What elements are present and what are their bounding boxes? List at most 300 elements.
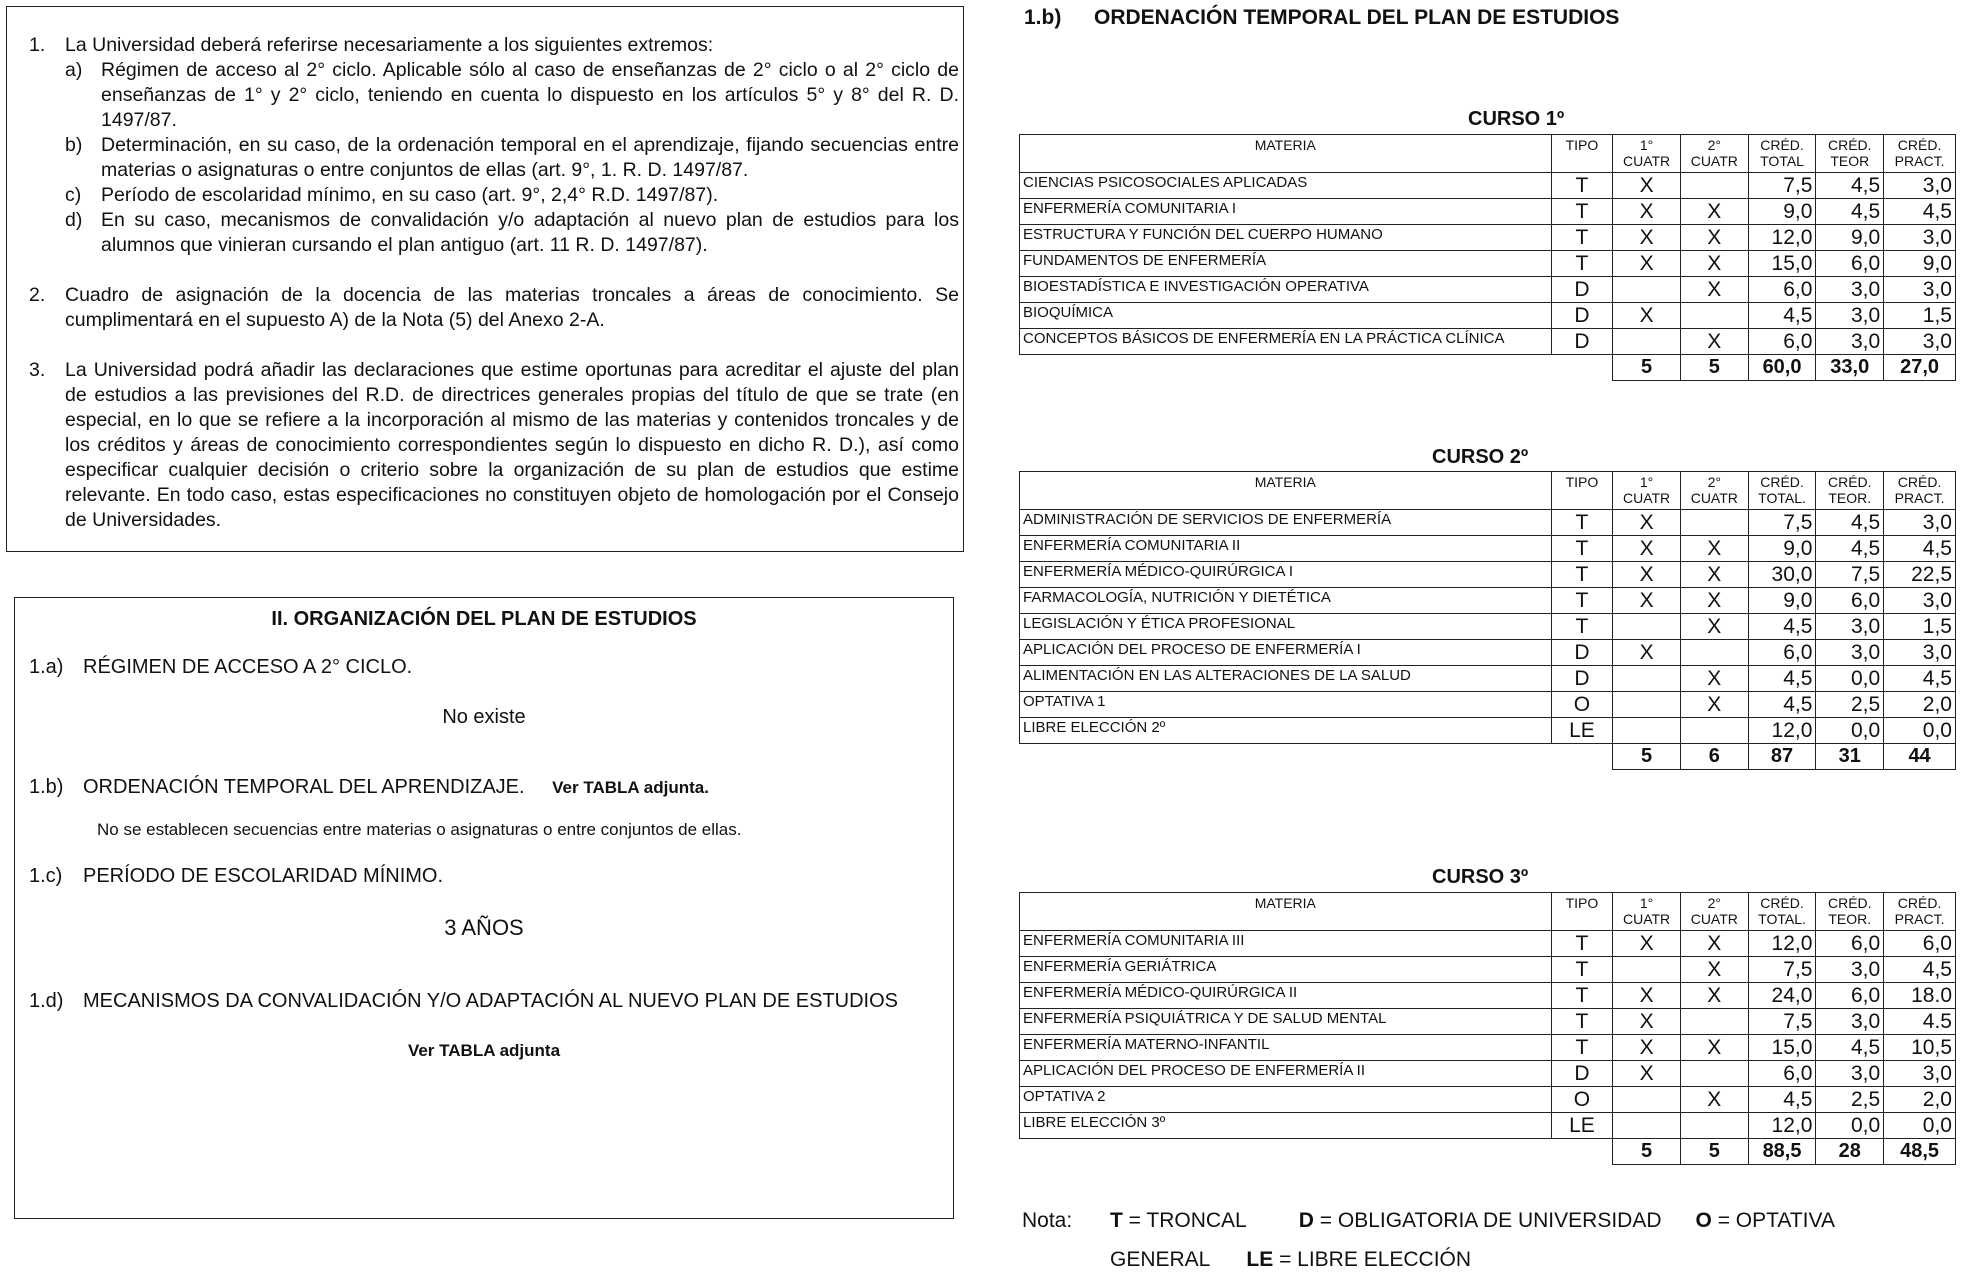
total-cell: 5 (1613, 1139, 1681, 1165)
total-cell: 60,0 (1748, 355, 1816, 381)
value-cell: 6,0 (1884, 931, 1956, 957)
total-cell: 31 (1816, 744, 1884, 770)
value-cell: 3,0 (1816, 614, 1884, 640)
subitem-text: Régimen de acceso al 2° ciclo. Aplicable sólo al caso de enseñanzas de 2° ciclo o al 2° ciclo de enseñanzas de 1° y 2° ciclo, teniendo en cuenta lo dispuesto en los artículos 5° y 8° del R. D. 1497/87. (101, 59, 959, 131)
value-cell: X (1680, 588, 1748, 614)
value-cell: X (1613, 588, 1681, 614)
table-row (1020, 536, 1956, 562)
total-cell: 27,0 (1884, 355, 1956, 381)
materia-cell: ADMINISTRACIÓN DE SERVICIOS DE ENFERMERÍA (1020, 510, 1552, 536)
legend-key: T (1110, 1209, 1123, 1232)
subitem-letter: c) (65, 184, 82, 206)
value-cell: X (1680, 277, 1748, 303)
table-row (1020, 173, 1956, 199)
table-row (1020, 510, 1956, 536)
value-cell: T (1551, 1009, 1613, 1035)
value-cell: 3,0 (1884, 510, 1956, 536)
organizacion-title: II. ORGANIZACIÓN DEL PLAN DE ESTUDIOS (271, 608, 697, 630)
value-cell: X (1613, 562, 1681, 588)
subitem-text: Período de escolaridad mínimo, en su caso (art. 9°, 2,4° R.D. 1497/87). (101, 184, 719, 206)
nota-line-1 (1022, 1209, 1835, 1233)
value-cell: 4,5 (1748, 666, 1816, 692)
column-header: CRÉD. PRACT. (1884, 472, 1956, 510)
value-cell: X (1613, 931, 1681, 957)
legend-value: = LIBRE ELECCIÓN (1279, 1248, 1472, 1271)
legend-key: D (1298, 1209, 1314, 1232)
value-cell: 2,0 (1884, 692, 1956, 718)
value-cell: 3,0 (1816, 1009, 1884, 1035)
value-cell: 3,0 (1884, 1061, 1956, 1087)
value-cell: 4,5 (1748, 614, 1816, 640)
value-cell (1613, 1087, 1681, 1113)
materia-cell: LEGISLACIÓN Y ÉTICA PROFESIONAL (1020, 614, 1552, 640)
value-cell: O (1551, 1087, 1613, 1113)
section-1a (29, 656, 412, 679)
curso-2-title: CURSO 2º (1432, 446, 1529, 468)
value-cell: D (1551, 666, 1613, 692)
value-cell (1680, 173, 1748, 199)
table-reference: Ver TABLA adjunta. (552, 778, 709, 797)
value-cell: X (1613, 199, 1681, 225)
value-cell: X (1613, 1061, 1681, 1087)
value-cell: 12,0 (1748, 225, 1816, 251)
organizacion-box (14, 597, 954, 1219)
value-cell: D (1551, 640, 1613, 666)
value-cell: 4,5 (1816, 510, 1884, 536)
total-cell: 28 (1816, 1139, 1884, 1165)
value-cell: LE (1551, 718, 1613, 744)
value-cell: X (1680, 225, 1748, 251)
instruction-item (29, 283, 959, 333)
table-row (1020, 1087, 1956, 1113)
materia-cell: ENFERMERÍA COMUNITARIA I (1020, 199, 1552, 225)
column-header: CRÉD. PRACT. (1884, 893, 1956, 931)
value-cell: T (1551, 588, 1613, 614)
instruction-number: 3. (29, 359, 46, 381)
table-row (1020, 931, 1956, 957)
table-row (1020, 614, 1956, 640)
curso-3-table (1019, 892, 1956, 1165)
curso-1-table (1019, 134, 1956, 381)
value-cell (1680, 640, 1748, 666)
value-cell: X (1680, 199, 1748, 225)
value-cell: 9,0 (1816, 225, 1884, 251)
value-cell: D (1551, 277, 1613, 303)
section-1c-value: 3 AÑOS (444, 915, 524, 940)
materia-cell: BIOESTADÍSTICA E INVESTIGACIÓN OPERATIVA (1020, 277, 1552, 303)
value-cell: 4,5 (1748, 692, 1816, 718)
value-cell: T (1551, 983, 1613, 1009)
table-row (1020, 666, 1956, 692)
column-header: MATERIA (1020, 472, 1552, 510)
value-cell: 9,0 (1884, 251, 1956, 277)
value-cell: 7,5 (1748, 173, 1816, 199)
value-cell: X (1680, 692, 1748, 718)
plan-title (1024, 6, 1619, 30)
value-cell: X (1613, 173, 1681, 199)
materia-cell: BIOQUÍMICA (1020, 303, 1552, 329)
value-cell: 3,0 (1816, 277, 1884, 303)
value-cell: 6,0 (1748, 277, 1816, 303)
value-cell: 24,0 (1748, 983, 1816, 1009)
value-cell: X (1613, 983, 1681, 1009)
materia-cell: LIBRE ELECCIÓN 2º (1020, 718, 1552, 744)
value-cell: O (1551, 692, 1613, 718)
value-cell (1613, 718, 1681, 744)
table-row (1020, 251, 1956, 277)
value-cell: X (1613, 303, 1681, 329)
value-cell: 9,0 (1748, 199, 1816, 225)
value-cell (1680, 1009, 1748, 1035)
value-cell: X (1680, 1035, 1748, 1061)
total-cell: 5 (1680, 1139, 1748, 1165)
table-row (1020, 640, 1956, 666)
value-cell: 0,0 (1816, 666, 1884, 692)
value-cell: X (1613, 640, 1681, 666)
section-text: ORDENACIÓN TEMPORAL DEL APRENDIZAJE. (83, 776, 525, 798)
value-cell (1680, 1113, 1748, 1139)
subitem-letter: d) (65, 209, 83, 231)
curso-1-title: CURSO 1º (1468, 108, 1565, 130)
value-cell: 6,0 (1748, 640, 1816, 666)
column-header: 2° CUATR (1680, 893, 1748, 931)
table-row (1020, 1009, 1956, 1035)
value-cell: X (1680, 562, 1748, 588)
total-cell: 5 (1613, 744, 1681, 770)
table-row (1020, 983, 1956, 1009)
materia-cell: FARMACOLOGÍA, NUTRICIÓN Y DIETÉTICA (1020, 588, 1552, 614)
value-cell (1613, 1113, 1681, 1139)
subitem-letter: a) (65, 59, 83, 81)
value-cell: 4,5 (1884, 536, 1956, 562)
value-cell (1613, 957, 1681, 983)
value-cell (1680, 718, 1748, 744)
legend-value: = OPTATIVA (1717, 1209, 1835, 1232)
totals-row (1020, 1139, 1956, 1165)
column-header: CRÉD. TOTAL (1748, 135, 1816, 173)
value-cell: T (1551, 1035, 1613, 1061)
value-cell: 6,0 (1816, 588, 1884, 614)
value-cell: X (1680, 983, 1748, 1009)
blank-cell (1551, 355, 1613, 381)
total-cell: 5 (1613, 355, 1681, 381)
total-cell: 33,0 (1816, 355, 1884, 381)
section-1a-value: No existe (442, 706, 526, 728)
total-cell: 87 (1748, 744, 1816, 770)
value-cell: T (1551, 562, 1613, 588)
value-cell: 3,0 (1816, 329, 1884, 355)
value-cell: 9,0 (1748, 588, 1816, 614)
column-header: MATERIA (1020, 135, 1552, 173)
table-row (1020, 718, 1956, 744)
column-header: CRÉD. TEOR. (1816, 472, 1884, 510)
table-header-row (1020, 893, 1956, 931)
value-cell: X (1613, 510, 1681, 536)
materia-cell: APLICACIÓN DEL PROCESO DE ENFERMERÍA I (1020, 640, 1552, 666)
value-cell: X (1680, 931, 1748, 957)
value-cell: 12,0 (1748, 718, 1816, 744)
subitem-text: Determinación, en su caso, de la ordenación temporal en el aprendizaje, fijando secuencias entre materias o asignaturas o entre conjuntos de ellas (art. 9°, 1. R. D. 1497/87. (101, 134, 959, 181)
value-cell: 4,5 (1816, 199, 1884, 225)
total-cell: 88,5 (1748, 1139, 1816, 1165)
value-cell: X (1680, 536, 1748, 562)
value-cell: 7,5 (1748, 1009, 1816, 1035)
value-cell: X (1680, 329, 1748, 355)
totals-row (1020, 744, 1956, 770)
value-cell: 4,5 (1748, 303, 1816, 329)
materia-cell: ENFERMERÍA MÉDICO-QUIRÚRGICA I (1020, 562, 1552, 588)
materia-cell: ENFERMERÍA GERIÁTRICA (1020, 957, 1552, 983)
value-cell (1613, 666, 1681, 692)
table-row (1020, 329, 1956, 355)
column-header: TIPO (1551, 472, 1613, 510)
instruction-item (29, 33, 959, 258)
plan-title-text: ORDENACIÓN TEMPORAL DEL PLAN DE ESTUDIOS (1094, 6, 1620, 29)
legend-value: = TRONCAL (1128, 1209, 1247, 1232)
total-cell: 48,5 (1884, 1139, 1956, 1165)
column-header: CRÉD. PRACT. (1884, 135, 1956, 173)
value-cell: T (1551, 199, 1613, 225)
value-cell: 3,0 (1816, 957, 1884, 983)
value-cell: 0,0 (1884, 1113, 1956, 1139)
plan-title-number: 1.b) (1024, 6, 1062, 29)
value-cell: 2,0 (1884, 1087, 1956, 1113)
table-row (1020, 1035, 1956, 1061)
section-1d (29, 990, 898, 1013)
value-cell: 7,5 (1748, 510, 1816, 536)
instruction-text: La Universidad deberá referirse necesariamente a los siguientes extremos: (65, 34, 714, 56)
value-cell: X (1680, 1087, 1748, 1113)
blank-cell (1551, 1139, 1613, 1165)
curso-2-table (1019, 471, 1956, 770)
value-cell: 3,0 (1884, 329, 1956, 355)
instruction-number: 2. (29, 284, 46, 306)
value-cell: 3,0 (1816, 1061, 1884, 1087)
value-cell: 30,0 (1748, 562, 1816, 588)
table-row (1020, 303, 1956, 329)
value-cell: 0,0 (1816, 718, 1884, 744)
value-cell: 22,5 (1884, 562, 1956, 588)
subitem-letter: b) (65, 134, 83, 156)
value-cell: 18.0 (1884, 983, 1956, 1009)
value-cell: 2,5 (1816, 692, 1884, 718)
value-cell: 15,0 (1748, 251, 1816, 277)
section-text: RÉGIMEN DE ACCESO A 2° CICLO. (83, 656, 413, 678)
value-cell: D (1551, 329, 1613, 355)
table-row (1020, 1113, 1956, 1139)
value-cell: T (1551, 510, 1613, 536)
value-cell: X (1680, 614, 1748, 640)
section-1d-reference: Ver TABLA adjunta (407, 1041, 561, 1060)
materia-cell: CONCEPTOS BÁSICOS DE ENFERMERÍA EN LA PRÁCTICA CLÍNICA (1020, 329, 1552, 355)
materia-cell: LIBRE ELECCIÓN 3º (1020, 1113, 1552, 1139)
value-cell: 4,5 (1884, 666, 1956, 692)
value-cell: 4,5 (1816, 536, 1884, 562)
value-cell (1680, 1061, 1748, 1087)
instruction-subitem (65, 183, 959, 208)
column-header: 2° CUATR (1680, 472, 1748, 510)
table-header-row (1020, 472, 1956, 510)
instruction-sublist (65, 58, 959, 258)
nota-line-2 (1110, 1248, 1471, 1272)
section-label: 1.a) (29, 656, 64, 678)
value-cell: T (1551, 251, 1613, 277)
instruction-number: 1. (29, 34, 46, 56)
column-header: 2° CUATR (1680, 135, 1748, 173)
value-cell (1613, 329, 1681, 355)
value-cell: D (1551, 303, 1613, 329)
section-text: MECANISMOS DA CONVALIDACIÓN Y/O ADAPTACIÓN AL NUEVO PLAN DE ESTUDIOS (83, 990, 898, 1012)
table-row (1020, 277, 1956, 303)
value-cell: X (1680, 957, 1748, 983)
value-cell: 6,0 (1816, 931, 1884, 957)
value-cell: 3,0 (1884, 173, 1956, 199)
instruction-subitem (65, 133, 959, 183)
value-cell (1613, 614, 1681, 640)
materia-cell: ALIMENTACIÓN EN LAS ALTERACIONES DE LA SALUD (1020, 666, 1552, 692)
value-cell: 4,5 (1748, 1087, 1816, 1113)
value-cell: 3,0 (1884, 588, 1956, 614)
instruction-text: Cuadro de asignación de la docencia de las materias troncales a áreas de conocimiento. Se cumplimentará en el supuesto A) de la Nota (5) del Anexo 2-A. (65, 284, 959, 331)
legend-value: GENERAL (1110, 1248, 1211, 1271)
blank-cell (1551, 744, 1613, 770)
value-cell: X (1613, 536, 1681, 562)
value-cell: 3,0 (1884, 277, 1956, 303)
value-cell: T (1551, 957, 1613, 983)
section-1c (29, 865, 443, 888)
value-cell: 12,0 (1748, 931, 1816, 957)
section-label: 1.b) (29, 776, 64, 798)
nota-label: Nota: (1022, 1209, 1073, 1232)
blank-cell (1020, 744, 1552, 770)
instruction-subitem (65, 58, 959, 133)
value-cell: 6,0 (1748, 329, 1816, 355)
section-1b (29, 776, 709, 799)
value-cell: 7,5 (1748, 957, 1816, 983)
total-cell: 6 (1680, 744, 1748, 770)
column-header: 1° CUATR (1613, 135, 1681, 173)
value-cell: 3,0 (1884, 640, 1956, 666)
instruction-subitem (65, 208, 959, 258)
value-cell: LE (1551, 1113, 1613, 1139)
curso-3-title: CURSO 3º (1432, 866, 1529, 888)
value-cell: 7,5 (1816, 562, 1884, 588)
materia-cell: CIENCIAS PSICOSOCIALES APLICADAS (1020, 173, 1552, 199)
value-cell: 3,0 (1816, 303, 1884, 329)
materia-cell: OPTATIVA 2 (1020, 1087, 1552, 1113)
value-cell: X (1680, 251, 1748, 277)
value-cell: 4.5 (1884, 1009, 1956, 1035)
value-cell: 9,0 (1748, 536, 1816, 562)
table-row (1020, 562, 1956, 588)
instruction-item (29, 358, 959, 533)
column-header: CRÉD. TOTAL. (1748, 472, 1816, 510)
total-cell: 44 (1884, 744, 1956, 770)
value-cell (1680, 510, 1748, 536)
section-1b-note: No se establecen secuencias entre materias o asignaturas o entre conjuntos de ellas. (97, 820, 742, 839)
blank-cell (1020, 355, 1552, 381)
value-cell: 6,0 (1816, 983, 1884, 1009)
column-header: MATERIA (1020, 893, 1552, 931)
value-cell (1613, 277, 1681, 303)
section-label: 1.d) (29, 990, 64, 1012)
legend-key: LE (1246, 1248, 1274, 1271)
column-header: TIPO (1551, 893, 1613, 931)
materia-cell: OPTATIVA 1 (1020, 692, 1552, 718)
column-header: CRÉD. TEOR. (1816, 893, 1884, 931)
instructions-box (6, 6, 964, 552)
table-row (1020, 199, 1956, 225)
column-header: 1° CUATR (1613, 472, 1681, 510)
materia-cell: ENFERMERÍA COMUNITARIA III (1020, 931, 1552, 957)
value-cell: T (1551, 931, 1613, 957)
materia-cell: FUNDAMENTOS DE ENFERMERÍA (1020, 251, 1552, 277)
subitem-text: En su caso, mecanismos de convalidación y/o adaptación al nuevo plan de estudios para los alumnos que vinieran cursando el plan antiguo (art. 11 R. D. 1497/87). (101, 209, 959, 256)
value-cell: 0,0 (1884, 718, 1956, 744)
materia-cell: ENFERMERÍA MÉDICO-QUIRÚRGICA II (1020, 983, 1552, 1009)
value-cell: 3,0 (1816, 640, 1884, 666)
column-header: 1° CUATR (1613, 893, 1681, 931)
column-header: TIPO (1551, 135, 1613, 173)
value-cell: 6,0 (1816, 251, 1884, 277)
value-cell: 15,0 (1748, 1035, 1816, 1061)
value-cell: 2,5 (1816, 1087, 1884, 1113)
value-cell: 3,0 (1884, 225, 1956, 251)
value-cell: 4,5 (1884, 199, 1956, 225)
section-label: 1.c) (29, 865, 63, 887)
value-cell: 0,0 (1816, 1113, 1884, 1139)
instruction-text: La Universidad podrá añadir las declaraciones que estime oportunas para acreditar el ajuste del plan de estudios a las previsiones del R.D. de directrices generales propias del título de que se trate (en especial, en lo que se refiere a la incorporación al mismo de las materias y contenidos troncales y de los créditos y áreas de conocimiento correspondientes según lo dispuesto en dicho R. D.), así como especificar cualquier decisión o criterio sobre la organización de su plan de estudios que estime relevante. En todo caso, estas especificaciones no constituyen objeto de homologación por el Consejo de Universidades. (65, 359, 959, 531)
instructions-list (29, 33, 959, 558)
blank-cell (1020, 1139, 1552, 1165)
value-cell: 6,0 (1748, 1061, 1816, 1087)
value-cell: X (1613, 225, 1681, 251)
table-row (1020, 588, 1956, 614)
table-header-row (1020, 135, 1956, 173)
value-cell: X (1613, 1009, 1681, 1035)
value-cell: 1,5 (1884, 303, 1956, 329)
materia-cell: APLICACIÓN DEL PROCESO DE ENFERMERÍA II (1020, 1061, 1552, 1087)
materia-cell: ENFERMERÍA COMUNITARIA II (1020, 536, 1552, 562)
value-cell: 10,5 (1884, 1035, 1956, 1061)
materia-cell: ESTRUCTURA Y FUNCIÓN DEL CUERPO HUMANO (1020, 225, 1552, 251)
value-cell: 4,5 (1884, 957, 1956, 983)
value-cell: X (1680, 666, 1748, 692)
value-cell (1613, 692, 1681, 718)
value-cell: 12,0 (1748, 1113, 1816, 1139)
totals-row (1020, 355, 1956, 381)
value-cell: T (1551, 614, 1613, 640)
table-row (1020, 225, 1956, 251)
table-row (1020, 692, 1956, 718)
value-cell: T (1551, 225, 1613, 251)
value-cell: X (1613, 1035, 1681, 1061)
materia-cell: ENFERMERÍA PSIQUIÁTRICA Y DE SALUD MENTAL (1020, 1009, 1552, 1035)
value-cell: T (1551, 536, 1613, 562)
value-cell: T (1551, 173, 1613, 199)
column-header: CRÉD. TEOR (1816, 135, 1884, 173)
total-cell: 5 (1680, 355, 1748, 381)
value-cell: 4,5 (1816, 173, 1884, 199)
section-text: PERÍODO DE ESCOLARIDAD MÍNIMO. (83, 865, 444, 887)
table-row (1020, 1061, 1956, 1087)
value-cell: X (1613, 251, 1681, 277)
legend-key: O (1695, 1209, 1712, 1232)
value-cell: D (1551, 1061, 1613, 1087)
table-row (1020, 957, 1956, 983)
legend-value: = OBLIGATORIA DE UNIVERSIDAD (1319, 1209, 1662, 1232)
value-cell: 4,5 (1816, 1035, 1884, 1061)
